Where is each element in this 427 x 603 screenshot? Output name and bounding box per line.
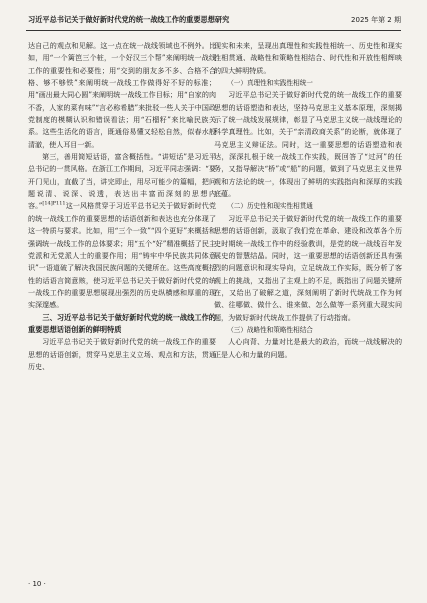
paragraph [28,151,216,311]
paragraph: 人心向背、力量对比是最大的政治，而统一战线解决的正是人心和力量的问题。 [214,337,402,359]
paragraph: 习近平总书记关于做好新时代党的统一战线工作的重要思想的话语塑造和表达，坚持马克思主义基本原理，深刻揭示了统一战线发展规律，彰显了马克思主义统一战线理论的科学真理性。比如，关于“亲清政商关系”的论断，就体现了马克思主义辩证法。同时，这一重要思想的话语塑造和表达，深深扎根于统一战线工作实践，既回答了“过河”的任务，又指导解决“桥”或“船”的问题，做到了马克思主义世界观和方法论的统一，体现出了鲜明的实践指向和深厚的实践底蕴。 [214,90,402,199]
paragraph: 习近平总书记关于做好新时代党的统一战线工作的重要思想的话语创新，贯穿马克思主义立场、观点和方法，贯通历史、 [28,337,216,371]
page-number: · 10 · [28,580,46,588]
running-header-title: 习近平总书记关于做好新时代党的统一战线工作的重要思想研究 [28,15,230,24]
section-heading: 三、习近平总书记关于做好新时代党的统一战线工作的重要思想话语创新的鲜明特质 [28,312,216,334]
paragraph-text: 这一风格贯穿于习近平总书记关于做好新时代党的统一战线工作的重要思想的话语创新和表达也充分体现了这一特质与要求。比如，用“三个一致”“四个更好”来概括和强调统一战线工作的总体要求；用“五个“好”精准概括了民主党派和无党派人士的重要作用；用“铸牢中华民族共同体意识”一语道破了解决我国民族问题的关键所在。这些高度概括性的话语言简意赅，使习近平总书记关于做好新时代党的统一战线工作的重要思想展现出强烈的历史纵横感和厚重的现实深邃感。 [28,201,216,310]
sub-heading: （一）真理性和实践性相统一 [227,79,313,88]
sub-heading: （三）战略性和策略性相结合 [227,325,313,334]
paragraph: 达自己的观点和见解。这一点在统一战线领域也不例外。比如，用“一个篱笆三个桩，一个好汉三个帮”来阐明统一战线工作的重要性和必要性；用“交到的朋友多不多、合格不合格、够不够铁”来阐明统一战线工作做得好不好的标准；用“画出最大同心圆”来阐明统一战线工作目标；用“自家的肉不香，人家的菜有味”“言必称希腊”来批驳一些人关于中国政党制度的模糊认识和错误看法；用“石榴籽”来比喻民族关系。这些生活化的语言，既通俗易懂又轻松自然，似春水般清澈，使人耳目一新。 [28,41,216,149]
sub-heading: （二）历史性和现实性相贯通 [227,202,313,211]
citation-marker: [14]P111 [42,201,66,208]
right-column [214,40,402,560]
header-rule [26,30,401,31]
left-column [28,40,216,560]
paragraph: 习近平总书记关于做好新时代党的统一战线工作的重要思想的话语创新，汲取了我们党在革命、建设和改革各个历史时期统一战线工作中的经验教训，是党的统一战线百年发展史的智慧结晶。同时，这一重要思想的话语创新还具有强烈的问题意识和现实导向，立足统战工作实际，既分析了客观上的挑战，又指出了主观上的不足，既指出了问题关键所在，又给出了破解之道，深刻阐明了新时代统战工作为何做、往哪做、做什么、谁来做、怎么做等一系列重大现实问题，为做好新时代统战工作提供了行动指南。 [214,213,402,322]
paragraph: 现实和未来，呈现出真理性和实践性相统一、历史性和现实性相贯通、战略性和策略性相结合、时代性和开放性相辉映的四大鲜明特质。 [214,41,402,75]
running-header [28,12,401,28]
issue-label: 2025 年第 2 期 [351,16,401,24]
paragraph-text: 第三，善用简短话语，富含概括性。“讲短话”是习近平总书记的一贯风格。在浙江工作期间，习近平同志强调：“要开门见山，直截了当，讲完即止，用尽可能少的篇幅，把问题说清、说深、说透，表达出丰富而深刻的思想内容。” [28,152,216,211]
